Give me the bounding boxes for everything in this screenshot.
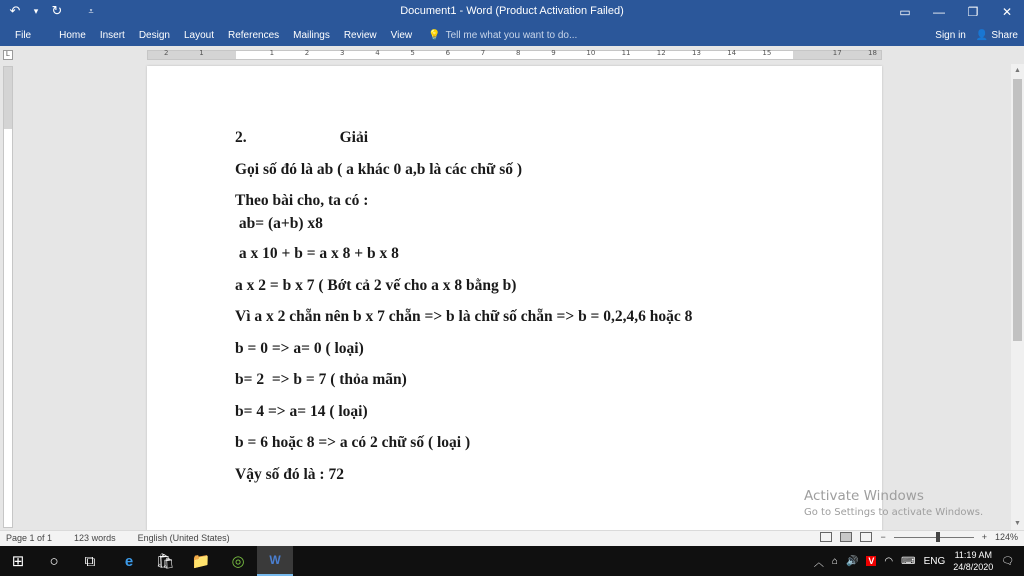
doc-line: b = 6 hoặc 8 => a có 2 chữ số ( loại ) (235, 434, 471, 451)
language-indicator[interactable]: ENG (923, 555, 946, 567)
title-bar (0, 0, 1024, 24)
share-label: Share (991, 29, 1018, 41)
ruler-number: 4 (375, 49, 380, 57)
tab-references[interactable]: References (228, 29, 280, 41)
ruler-number: 10 (586, 49, 596, 57)
zoom-knob[interactable] (936, 532, 940, 542)
vertical-ruler-margin (4, 67, 12, 129)
tab-view[interactable]: View (390, 29, 413, 41)
ruler-number: 6 (445, 49, 451, 57)
wifi-icon[interactable]: ◠ (884, 555, 894, 567)
zoom-level[interactable]: 124% (994, 532, 1018, 542)
ruler-number: 14 (727, 49, 737, 57)
tab-layout[interactable]: Layout (183, 29, 214, 41)
zoom-slider[interactable] (894, 532, 974, 542)
lightbulb-icon: 💡 (428, 29, 441, 41)
zoom-track (894, 537, 974, 538)
ruler-number: 18 (868, 49, 877, 57)
doc-line: Vì a x 2 chẵn nên b x 7 chẵn => b là chữ số chẵn => b = 0,2,4,6 hoặc 8 (235, 308, 693, 325)
vertical-scrollbar[interactable] (1011, 64, 1024, 530)
doc-line: b= 4 => a= 14 ( loại) (235, 403, 368, 420)
tab-home[interactable]: Home (59, 29, 86, 41)
restore-button[interactable]: ❐ (967, 5, 979, 19)
ruler-number: 13 (692, 49, 701, 57)
sign-in-link[interactable]: Sign in (935, 29, 966, 41)
read-mode-icon[interactable] (820, 532, 832, 542)
close-button[interactable]: ✕ (1001, 5, 1013, 19)
ruler-number: 3 (340, 49, 345, 57)
word-count[interactable]: 123 words (74, 533, 116, 543)
windows-taskbar (0, 546, 1024, 576)
undo-dropdown-icon[interactable]: ▾ (33, 5, 39, 16)
edge-icon[interactable]: e (124, 552, 134, 570)
notification-icon[interactable]: 🗨 (1001, 555, 1014, 567)
ruler-number: 1 (199, 49, 204, 57)
window-controls (888, 0, 1024, 24)
store-icon[interactable]: 🛍 (155, 553, 175, 570)
doc-line: Vậy số đó là : 72 (235, 466, 344, 483)
language-status[interactable]: English (United States) (137, 533, 230, 543)
keyboard-icon[interactable]: ⌨ (901, 555, 916, 567)
network-icon[interactable]: ⌂ (831, 555, 838, 567)
scroll-up-icon[interactable]: ▲ (1014, 67, 1021, 74)
clock-time: 11:19 AM (954, 550, 992, 560)
clock[interactable] (953, 549, 993, 573)
scroll-down-icon[interactable]: ▼ (1014, 520, 1021, 527)
start-icon[interactable]: ⊞ (11, 553, 25, 570)
doc-line: a x 2 = b x 7 ( Bớt cả 2 vế cho a x 8 bằng b) (235, 277, 517, 294)
status-bar (0, 530, 1024, 546)
vertical-ruler[interactable] (3, 66, 13, 528)
doc-line: 2. Giải (235, 129, 369, 146)
tab-file[interactable]: File (15, 29, 32, 41)
tell-me-text: Tell me what you want to do... (445, 29, 578, 41)
watermark-subtitle: Go to Settings to activate Windows. (804, 507, 984, 518)
watermark-title: Activate Windows (804, 488, 924, 504)
volume-icon[interactable]: 🔊 (845, 555, 859, 567)
redo-icon[interactable]: ↻ (51, 3, 63, 18)
tab-design[interactable]: Design (138, 29, 170, 41)
zoom-out-button[interactable]: − (880, 532, 886, 542)
tab-review[interactable]: Review (343, 29, 377, 41)
antivirus-icon[interactable]: V (868, 556, 875, 566)
ruler-number: 9 (551, 49, 556, 57)
minimize-button[interactable]: — (933, 5, 945, 19)
tab-mailings[interactable]: Mailings (293, 29, 330, 41)
search-icon[interactable]: ○ (49, 552, 59, 570)
ruler-number: 15 (762, 49, 772, 57)
word-taskbar-icon[interactable]: W (257, 546, 293, 576)
document-page[interactable] (147, 66, 882, 531)
page-count[interactable]: Page 1 of 1 (6, 533, 53, 543)
doc-line: b= 2 => b = 7 ( thỏa mãn) (235, 371, 407, 388)
task-view-icon[interactable]: ⧉ (84, 552, 96, 570)
ribbon-tabs (0, 24, 1024, 46)
document-title: Document1 - Word (Product Activation Failed) (400, 5, 624, 17)
file-explorer-icon[interactable]: 📁 (191, 553, 211, 570)
ruler-number: 8 (516, 49, 521, 57)
tell-me-box[interactable] (428, 30, 577, 41)
ribbon-display-options-button[interactable]: ▭ (899, 5, 911, 19)
doc-line: a x 10 + b = a x 8 + b x 8 (235, 245, 399, 262)
ruler-number: 11 (621, 49, 631, 57)
undo-icon[interactable]: ↶ (9, 3, 21, 18)
horizontal-ruler[interactable] (147, 50, 882, 60)
web-layout-icon[interactable] (860, 532, 872, 542)
ruler-number: 7 (480, 49, 486, 57)
ruler-numbers (148, 49, 881, 59)
ruler-number: 2 (164, 49, 169, 57)
ruler-number: 1 (269, 49, 275, 57)
doc-line: Gọi số đó là ab ( a khác 0 a,b là các chữ số ) (235, 161, 523, 178)
tab-selector[interactable]: L (3, 50, 13, 60)
share-button[interactable] (976, 30, 1018, 41)
tray-chevron-icon[interactable]: ︿ (813, 557, 824, 569)
doc-line: b = 0 => a= 0 ( loại) (235, 340, 364, 357)
doc-line: ab= (a+b) x8 (235, 215, 323, 232)
doc-line: Theo bài cho, ta có : (235, 192, 369, 209)
ruler-number: 2 (304, 49, 310, 57)
ruler-number: 5 (410, 49, 415, 57)
ruler-number: 12 (656, 49, 666, 57)
zoom-in-button[interactable]: + (981, 532, 987, 542)
ruler-number: 17 (832, 49, 842, 57)
system-tray (814, 546, 1024, 576)
person-icon: 👤 (975, 29, 989, 41)
scroll-thumb[interactable] (1013, 79, 1022, 341)
customize-qat-icon[interactable]: ⩡ (88, 5, 94, 16)
activate-windows-watermark (804, 488, 983, 518)
app-icon[interactable]: ◎ (231, 553, 245, 570)
tab-insert[interactable]: Insert (99, 29, 125, 41)
clock-date: 24/8/2020 (953, 562, 994, 572)
print-layout-icon[interactable] (840, 532, 852, 542)
